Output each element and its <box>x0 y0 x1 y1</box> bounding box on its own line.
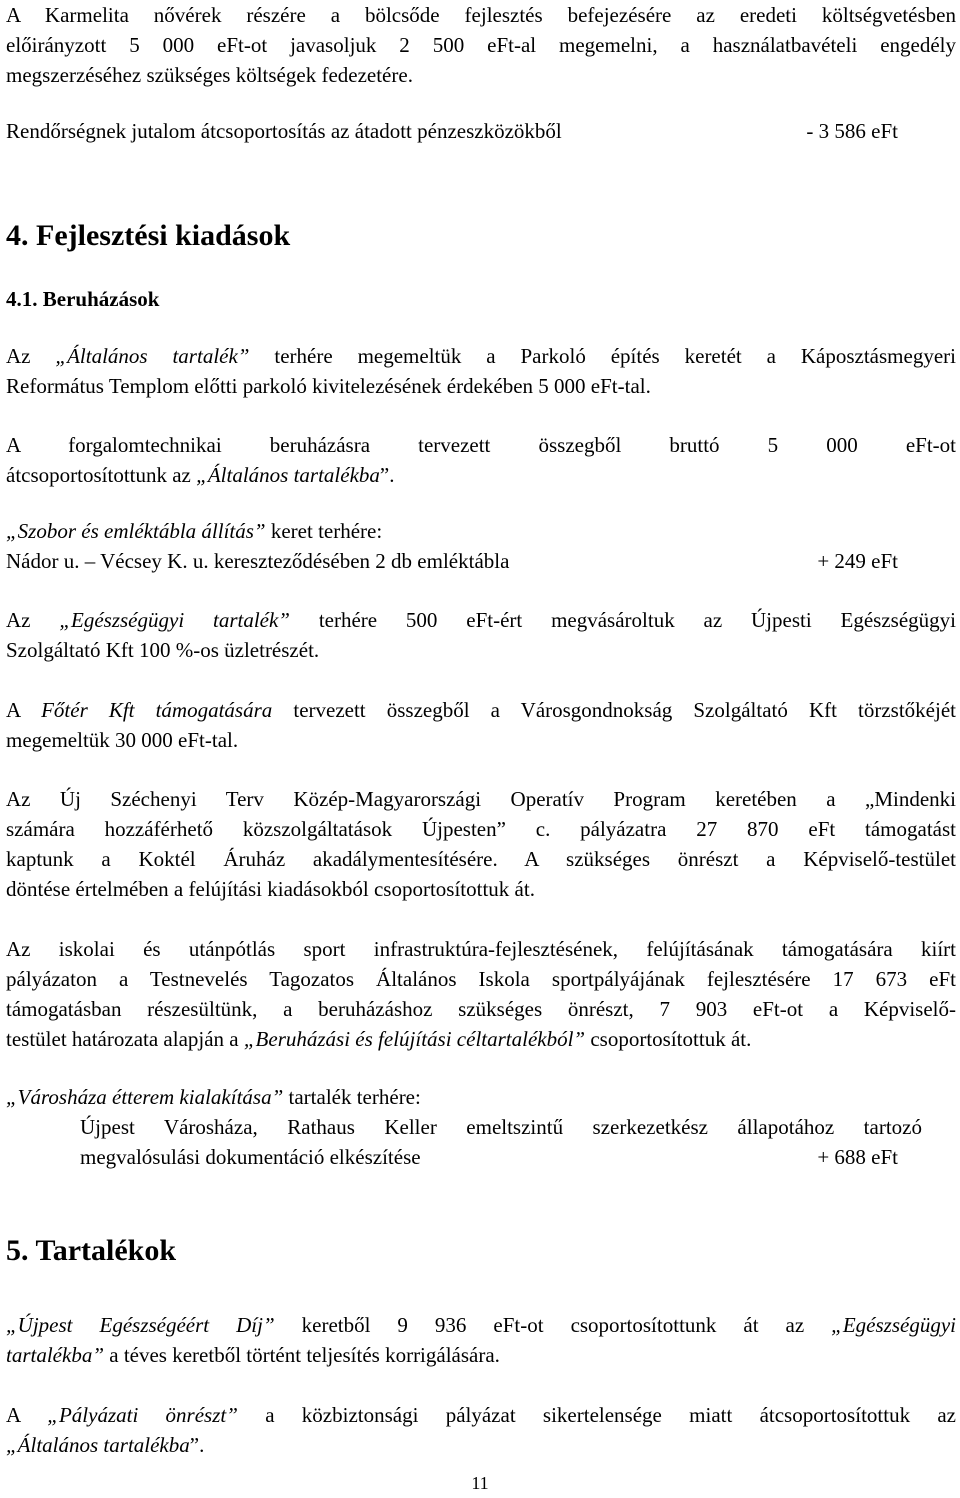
paragraph-sport <box>6 934 956 1054</box>
text-span: A <box>6 698 42 722</box>
text-line: A Karmelita nővérek részére a bölcsőde fejlesztés befejezésére az eredeti költségvetésben <box>6 3 956 27</box>
text-span: a közbiztonsági pályázat sikertelensége miatt átcsoportosítottuk az <box>237 1403 956 1427</box>
italic-term: „Szobor és emléktábla állítás” <box>6 519 266 543</box>
italic-term: „Általános tartalékba <box>6 1433 190 1457</box>
text-span: ”. <box>379 463 395 487</box>
paragraph-foter <box>6 695 956 755</box>
varoshaza-item-amount: + 688 eFt <box>817 1145 898 1169</box>
text-line: megszerzéséhez szükséges költségek fedezetére. <box>6 63 413 87</box>
text-line: Az iskolai és utánpótlás sport infrastruktúra-fejlesztésének, felújításának támogatására kiírt <box>6 937 956 961</box>
text-line <box>6 341 956 371</box>
text-span: A <box>6 1403 48 1427</box>
text-line <box>6 1400 956 1430</box>
text-span: Az <box>6 344 56 368</box>
text-line <box>6 695 956 725</box>
italic-term: „Egészségügyi tartalék” <box>59 608 290 632</box>
text-span: a téves keretből történt teljesítés korrigálására. <box>104 1343 500 1367</box>
szobor-item-text: Nádor u. – Vécsey K. u. kereszteződésében 2 db emléktábla <box>6 549 510 573</box>
italic-term: „Beruházási és felújítási céltartalékból” <box>243 1027 586 1051</box>
paragraph-varoshaza <box>6 1082 956 1112</box>
rendorseg-amount: - 3 586 eFt <box>806 119 898 143</box>
text-line <box>6 516 956 546</box>
italic-term: „Pályázati önrészt” <box>47 1403 238 1427</box>
text-line: számára hozzáférhető közszolgáltatások Újpesten” c. pályázatra 27 870 eFt támogatást <box>6 817 956 841</box>
text-span: tervezett összegből a Városgondnokság Szolgáltató Kft törzstőkéjét <box>272 698 956 722</box>
text-line <box>6 1340 956 1370</box>
paragraph-szechenyi <box>6 784 956 904</box>
rendorseg-line <box>6 116 898 146</box>
text-line: A forgalomtechnikai beruházásra tervezett összegből bruttó 5 000 eFt-ot <box>6 433 956 457</box>
paragraph-egeszsegugyi <box>6 605 956 665</box>
paragraph-parkolo <box>6 341 956 401</box>
text-span: tartalék terhére: <box>283 1085 421 1109</box>
text-line: előirányzott 5 000 eFt-ot javasoljuk 2 500 eFt-al megemelni, a használatbavételi engedély <box>6 33 956 57</box>
text-span: terhére 500 eFt-ért megvásároltuk az Újpesti Egészségügyi <box>289 608 956 632</box>
text-span: Az <box>6 608 60 632</box>
text-line <box>6 1430 956 1460</box>
text-span: testület határozata alapján a <box>6 1027 244 1051</box>
text-span: keret terhére: <box>265 519 383 543</box>
italic-term: „Egészségügyi <box>831 1313 956 1337</box>
text-span: csoportosítottuk át. <box>585 1027 752 1051</box>
paragraph-dij <box>6 1310 956 1370</box>
italic-term: „Általános tartalékba <box>196 463 380 487</box>
text-span: ”. <box>189 1433 205 1457</box>
italic-term: „Városháza étterem kialakítása” <box>6 1085 284 1109</box>
text-span: terhére megemeltük a Parkoló építés keretét a Káposztásmegyeri <box>249 344 956 368</box>
text-line: döntése értelmében a felújítási kiadásokból csoportosítottuk át. <box>6 877 535 901</box>
rendorseg-text: Rendőrségnek jutalom átcsoportosítás az átadott pénzeszközökből <box>6 119 562 143</box>
text-span: átcsoportosítottunk az <box>6 463 197 487</box>
text-line: Az Új Széchenyi Terv Közép-Magyarországi Operatív Program keretében a „Mindenki <box>6 787 956 811</box>
section-5-title: 5. Tartalékok <box>6 1234 177 1267</box>
text-line: Szolgáltató Kft 100 %-os üzletrészét. <box>6 638 320 662</box>
text-line: Református Templom előtti parkoló kivitelezésének érdekében 5 000 eFt-tal. <box>6 374 651 398</box>
paragraph-forgalom <box>6 430 956 490</box>
paragraph-palyazati <box>6 1400 956 1460</box>
text-line <box>6 1310 956 1340</box>
text-line: támogatásban részesültünk, a beruházáshoz szükséges önrészt, 7 903 eFt-ot a Képviselő- <box>6 997 956 1021</box>
text-line: megemeltük 30 000 eFt-tal. <box>6 728 239 752</box>
paragraph-karmelita <box>6 0 956 90</box>
text-line <box>6 460 956 490</box>
text-line: kaptunk a Koktél Áruház akadálymentesítésére. A szükséges önrészt a Képviselő-testület <box>6 847 956 871</box>
italic-term: tartalékba” <box>6 1343 104 1367</box>
szobor-item <box>6 546 898 576</box>
varoshaza-item-row <box>80 1142 898 1172</box>
text-line <box>6 1024 956 1054</box>
varoshaza-item <box>80 1112 956 1172</box>
page-number: 11 <box>471 1473 489 1493</box>
text-line: pályázaton a Testnevelés Tagozatos Általános Iskola sportpályájának fejlesztésére 17 673 eFt <box>6 967 956 991</box>
szobor-item-amount: + 249 eFt <box>817 549 898 573</box>
subsection-4-1-title: 4.1. Beruházások <box>6 287 160 311</box>
varoshaza-item-text: megvalósulási dokumentáció elkészítése <box>80 1145 421 1169</box>
italic-term: Főtér Kft támogatására <box>41 698 273 722</box>
paragraph-szobor <box>6 516 956 576</box>
section-4-title: 4. Fejlesztési kiadások <box>6 219 291 252</box>
italic-term: „Újpest Egészségéért Díj” <box>6 1313 275 1337</box>
text-line <box>6 605 956 635</box>
text-line <box>6 1082 956 1112</box>
text-span: keretből 9 936 eFt-ot csoportosítottunk át az <box>274 1313 832 1337</box>
italic-term: „Általános tartalék” <box>55 344 250 368</box>
text-line: Újpest Városháza, Rathaus Keller emeltszintű szerkezetkész állapotához tartozó <box>80 1115 922 1139</box>
